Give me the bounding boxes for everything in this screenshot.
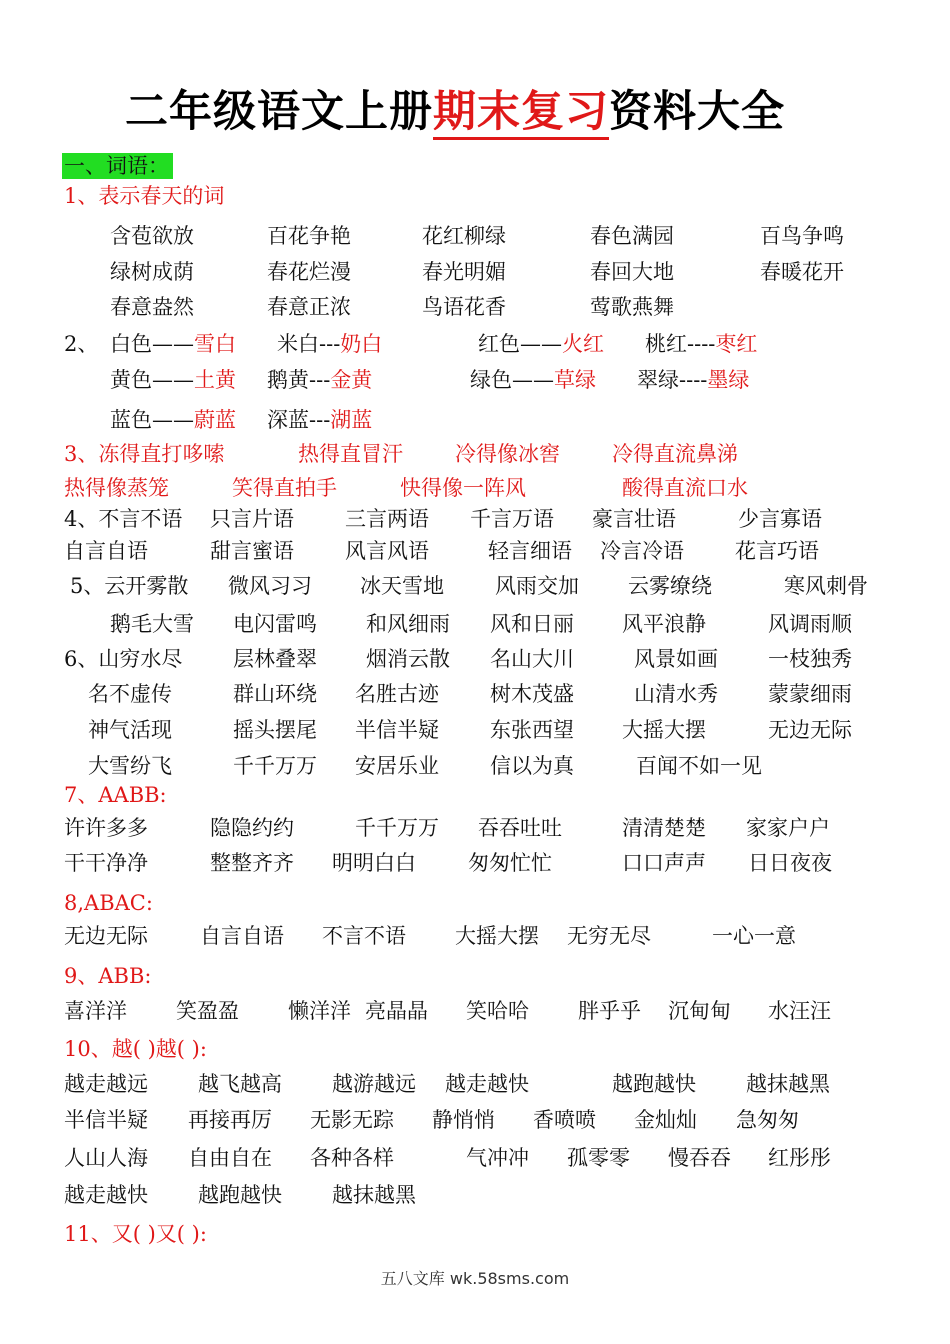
page-title: [125, 78, 785, 139]
s6-word: 大摇大摆: [622, 718, 706, 742]
color-variant: 枣红: [715, 332, 758, 356]
s4-word: 4、不言不语: [64, 507, 183, 531]
s10-word: 越跑越快: [612, 1072, 696, 1096]
s7-word: 家家户户: [746, 816, 830, 840]
s4-word: 冷言冷语: [600, 539, 684, 563]
spring-word: 春意盎然: [110, 295, 194, 319]
color-base: 绿色——: [470, 368, 554, 392]
color-variant: 草绿: [554, 368, 596, 392]
s10-word: 越抹越黑: [746, 1072, 830, 1096]
s10-word: 越飞越高: [198, 1072, 282, 1096]
s3-word: 热得像蒸笼: [64, 476, 169, 500]
s8-word: 自言自语: [200, 924, 284, 948]
s6-word: 神气活现: [88, 718, 172, 742]
s6-word: 半信半疑: [355, 718, 439, 742]
s5-word: 5、云开雾散: [70, 574, 189, 598]
s6-word: 摇头摆尾: [233, 718, 317, 742]
s10-word: 香喷喷: [533, 1108, 596, 1132]
color-variant: 金黄: [330, 368, 373, 392]
s7-word: 许许多多: [64, 816, 148, 840]
s10-word: 静悄悄: [432, 1108, 495, 1132]
s4-word: 花言巧语: [735, 539, 819, 563]
s10-word: 越走越快: [64, 1183, 148, 1207]
color-pair: [110, 366, 236, 394]
s6-word: 群山环绕: [233, 682, 317, 706]
color-pair: [110, 406, 236, 434]
s5-word: 电闪雷鸣: [233, 612, 317, 636]
spring-word: 春光明媚: [422, 260, 506, 284]
s6-word: 信以为真: [490, 754, 574, 778]
s5-word: 微风习习: [228, 574, 312, 598]
s6-word: 名不虚传: [88, 682, 172, 706]
s10-word: 越走越快: [445, 1072, 529, 1096]
s8-word: 不言不语: [322, 924, 406, 948]
heading-yue: 10、越( )越( ):: [64, 1037, 207, 1061]
spring-word: 花红柳绿: [422, 224, 506, 248]
color-variant: 火红: [562, 332, 604, 356]
s6-word: 安居乐业: [355, 754, 439, 778]
s5-word: 风调雨顺: [768, 612, 852, 636]
s9-word: 亮晶晶: [365, 999, 428, 1023]
color-variant: 蔚蓝: [194, 408, 236, 432]
s3-word: 快得像一阵风: [400, 476, 526, 500]
color-base: 黄色——: [110, 368, 194, 392]
spring-word: 鸟语花香: [422, 295, 506, 319]
s5-word: 风平浪静: [622, 612, 706, 636]
s10-word: 慢吞吞: [668, 1146, 731, 1170]
s3-word: 酸得直流口水: [622, 476, 748, 500]
color-variant: 奶白: [340, 332, 383, 356]
s6-word: 层林叠翠: [233, 647, 317, 671]
s4-word: 千言万语: [470, 507, 554, 531]
spring-word: 百花争艳: [267, 224, 351, 248]
spring-word: 含苞欲放: [110, 224, 194, 248]
s5-word: 云雾缭绕: [628, 574, 712, 598]
s10-word: 越跑越快: [198, 1183, 282, 1207]
s6-word: 树木茂盛: [490, 682, 574, 706]
s10-word: 再接再厉: [188, 1108, 272, 1132]
color-variant: 湖蓝: [330, 408, 373, 432]
color-base: 红色——: [478, 332, 562, 356]
s7-word: 日日夜夜: [748, 851, 832, 875]
colors-number: 2、: [64, 332, 99, 356]
title-highlight: 期末复习: [433, 87, 609, 140]
s10-word: 金灿灿: [634, 1108, 697, 1132]
s6-word: 东张西望: [490, 718, 574, 742]
color-base: 桃红----: [645, 332, 716, 356]
s7-word: 匆匆忙忙: [468, 851, 552, 875]
s8-word: 无边无际: [64, 924, 148, 948]
s4-word: 豪言壮语: [592, 507, 676, 531]
s7-word: 清清楚楚: [622, 816, 706, 840]
s7-word: 隐隐约约: [210, 816, 294, 840]
s4-word: 甜言蜜语: [210, 539, 294, 563]
color-pair: [267, 366, 372, 394]
s5-word: 风和日丽: [490, 612, 574, 636]
s7-word: 明明白白: [332, 851, 416, 875]
spring-word: 春色满园: [590, 224, 674, 248]
s6-word: 无边无际: [768, 718, 852, 742]
color-pair: [645, 330, 757, 358]
s7-word: 口口声声: [622, 851, 706, 875]
s6-word: 百闻不如一见: [636, 754, 762, 778]
color-base: 鹅黄---: [267, 368, 331, 392]
s3-word: 3、冻得直打哆嗦: [64, 442, 225, 466]
s7-word: 干干净净: [64, 851, 148, 875]
color-pair: [478, 330, 604, 358]
s10-word: 越抹越黑: [332, 1183, 416, 1207]
s10-word: 越游越远: [332, 1072, 416, 1096]
color-pair: [637, 366, 749, 394]
s10-word: 自由自在: [188, 1146, 272, 1170]
s10-word: 孤零零: [567, 1146, 630, 1170]
s10-word: 急匆匆: [736, 1108, 799, 1132]
s9-word: 笑盈盈: [176, 999, 239, 1023]
s3-word: 热得直冒汗: [298, 442, 403, 466]
s4-word: 少言寡语: [738, 507, 822, 531]
section-heading-words: 一、词语：: [62, 153, 173, 179]
heading-abb: 9、ABB:: [64, 964, 152, 988]
s4-word: 自言自语: [64, 539, 148, 563]
heading-you: 11、又( )又( ):: [64, 1222, 207, 1246]
s6-word: 蒙蒙细雨: [768, 682, 852, 706]
color-pair: [470, 366, 596, 394]
color-base: 翠绿----: [637, 368, 708, 392]
s9-word: 沉甸甸: [668, 999, 731, 1023]
s3-word: 冷得直流鼻涕: [612, 442, 738, 466]
s9-word: 水汪汪: [768, 999, 831, 1023]
s10-word: 红彤彤: [768, 1146, 831, 1170]
s6-word: 大雪纷飞: [88, 754, 172, 778]
spring-word: 百鸟争鸣: [760, 224, 844, 248]
s10-word: 半信半疑: [64, 1108, 148, 1132]
footer-watermark: 五八文库 wk.58sms.com: [380, 1269, 570, 1288]
color-pair: [110, 330, 236, 358]
s10-word: 越走越远: [64, 1072, 148, 1096]
s4-word: 轻言细语: [488, 539, 572, 563]
color-variant: 雪白: [194, 332, 236, 356]
spring-word: 春花烂漫: [267, 260, 351, 284]
heading-spring-words: 1、表示春天的词: [64, 184, 225, 208]
s10-word: 人山人海: [64, 1146, 148, 1170]
color-base: 深蓝---: [267, 408, 331, 432]
spring-word: 春暖花开: [760, 260, 844, 284]
s6-word: 6、山穷水尽: [64, 647, 183, 671]
heading-abac: 8,ABAC:: [64, 891, 153, 915]
s3-word: 笑得直拍手: [232, 476, 337, 500]
color-variant: 墨绿: [707, 368, 750, 392]
title-post: 资料大全: [609, 87, 785, 137]
s3-word: 冷得像冰窖: [455, 442, 560, 466]
s10-word: 气冲冲: [466, 1146, 529, 1170]
s5-word: 鹅毛大雪: [110, 612, 194, 636]
s5-word: 和风细雨: [366, 612, 450, 636]
s8-word: 大摇大摆: [455, 924, 539, 948]
s10-word: 各种各样: [310, 1146, 394, 1170]
s4-word: 风言风语: [345, 539, 429, 563]
s4-word: 只言片语: [210, 507, 294, 531]
s6-word: 山清水秀: [634, 682, 718, 706]
color-pair: [267, 406, 372, 434]
s7-word: 千千万万: [355, 816, 439, 840]
s6-word: 风景如画: [634, 647, 718, 671]
spring-word: 莺歌燕舞: [590, 295, 674, 319]
s7-word: 整整齐齐: [210, 851, 294, 875]
spring-word: 绿树成荫: [110, 260, 194, 284]
s9-word: 笑哈哈: [466, 999, 529, 1023]
s6-word: 一枝独秀: [768, 647, 852, 671]
spring-word: 春意正浓: [267, 295, 351, 319]
s8-word: 一心一意: [712, 924, 796, 948]
s4-word: 三言两语: [345, 507, 429, 531]
s6-word: 名山大川: [490, 647, 574, 671]
color-base: 蓝色——: [110, 408, 194, 432]
s9-word: 懒洋洋: [288, 999, 351, 1023]
s6-word: 名胜古迹: [355, 682, 439, 706]
color-base: 米白---: [277, 332, 341, 356]
s10-word: 无影无踪: [310, 1108, 394, 1132]
heading-aabb: 7、AABB:: [64, 783, 167, 807]
s5-word: 冰天雪地: [360, 574, 444, 598]
s8-word: 无穷无尽: [567, 924, 651, 948]
color-base: 白色——: [110, 332, 194, 356]
color-pair: [277, 330, 382, 358]
s7-word: 吞吞吐吐: [478, 816, 562, 840]
s6-word: 千千万万: [233, 754, 317, 778]
s5-word: 风雨交加: [495, 574, 579, 598]
s5-word: 寒风刺骨: [784, 574, 868, 598]
s9-word: 胖乎乎: [578, 999, 641, 1023]
spring-word: 春回大地: [590, 260, 674, 284]
title-pre: 二年级语文上册: [125, 87, 433, 137]
color-variant: 土黄: [194, 368, 236, 392]
s9-word: 喜洋洋: [64, 999, 127, 1023]
s6-word: 烟消云散: [366, 647, 450, 671]
